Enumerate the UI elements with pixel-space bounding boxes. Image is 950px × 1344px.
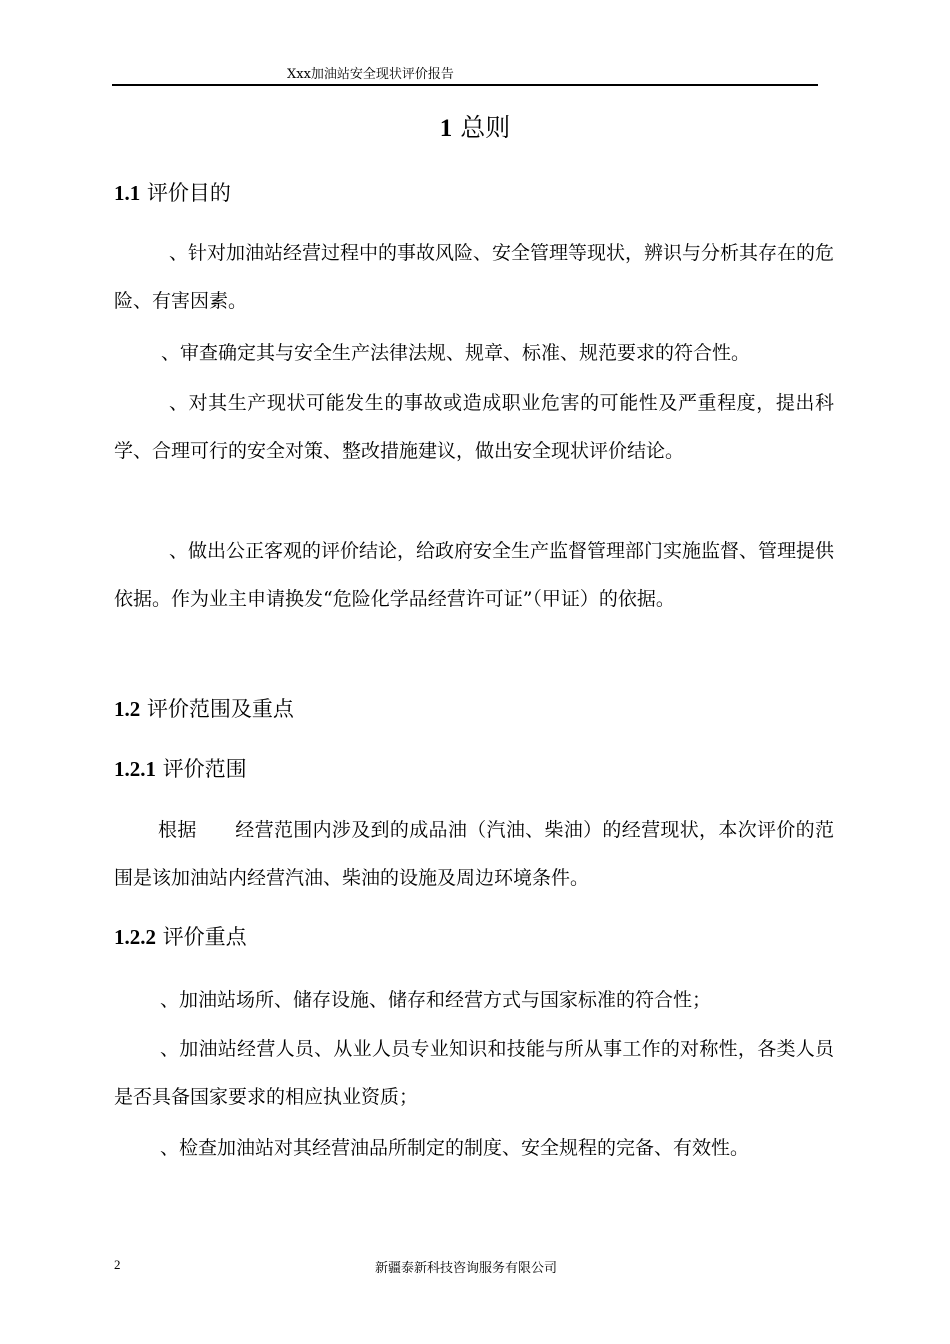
focus-item-2: 、加油站经营人员、从业人员专业知识和技能与所从事工作的对称性，各类人员是否具备国家要求的相应执业资质；: [114, 1038, 834, 1108]
focus-item-3: 、检查加油站对其经营油品所制定的制度、安全规程的完备、有效性。: [160, 1137, 750, 1159]
chapter-name: 总则: [460, 113, 511, 142]
section-number: 1.2.2: [114, 925, 156, 949]
page-number: 2: [114, 1257, 121, 1272]
section-number: 1.2: [114, 697, 141, 721]
purpose-item-2: 、审查确定其与安全生产法律法规、规章、标准、规范要求的符合性。: [161, 342, 751, 364]
purpose-item-4: 、做出公正客观的评价结论，给政府安全生产监督管理部门实施监督、管理提供依据。作为业主申请换发“危险化学品经营许可证”（甲证）的依据。: [114, 540, 835, 610]
section-number: 1.2.1: [114, 757, 156, 781]
purpose-item-1: 、针对加油站经营过程中的事故风险、安全管理等现状，辨识与分析其存在的危险、有害因素。: [114, 242, 835, 312]
section-heading-1-2-1: [114, 754, 247, 784]
scope-paragraph: 根据 经营范围内涉及到的成品油（汽油、柴油）的经营现状，本次评价的范围是该加油站内经营汽油、柴油的设施及周边环境条件。: [114, 819, 834, 889]
section-title: 评价目的: [146, 181, 231, 205]
running-header: Xxx加油站安全现状评价报告: [287, 67, 454, 82]
footer-organization: 新疆泰新科技咨询服务有限公司: [375, 1261, 558, 1276]
purpose-item-3: 、对其生产现状可能发生的事故或造成职业危害的可能性及严重程度，提出科学、合理可行的安全对策、整改措施建议，做出安全现状评价结论。: [114, 392, 834, 462]
chapter-title: [0, 110, 950, 147]
chapter-number: 1: [439, 115, 453, 142]
section-title: 评价范围及重点: [146, 697, 294, 721]
section-title: 评价重点: [162, 925, 247, 949]
section-heading-1-2-2: [114, 922, 247, 952]
focus-item-1: 、加油站场所、储存设施、储存和经营方式与国家标准的符合性；: [160, 989, 712, 1011]
section-number: 1.1: [114, 181, 141, 205]
section-heading-1-1: [114, 178, 231, 208]
header-rule: [112, 84, 818, 86]
section-heading-1-2: [114, 694, 294, 724]
section-title: 评价范围: [162, 757, 247, 781]
